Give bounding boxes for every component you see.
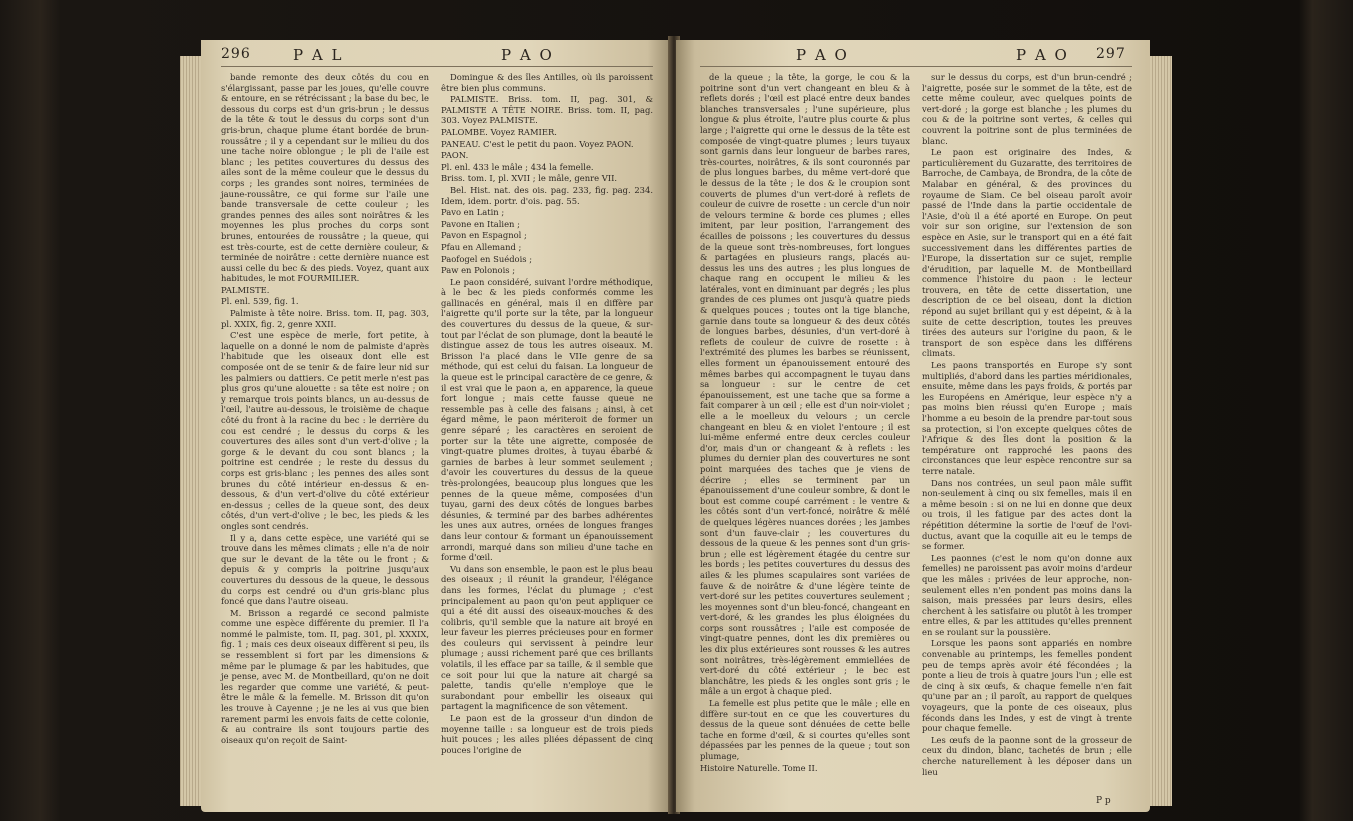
right-head-rule: [700, 66, 1132, 67]
paragraph: Pfau en Allemand ;: [441, 241, 522, 252]
paragraph: M. Brisson a regardé ce second palmiste comme une espèce différente du premier. Il l'a nommé le palmiste, tom. II, pag. 301, pl. XXXIX, fig. 1 ; mais ces deux oiseaux diffèrent si peu, ils se ressemblent si fort par les dimensions & même par le plumage & par les habitudes, que je pense, avec M. de Montbeillard, qu'on ne doit les regarder que comme une variété, & peut-être le mâle & la femelle. M. Brisson dit qu'on les trouve à Cayenne ; je ne les ai vus que bien rarement parmi les envois faits de cette colonie, & au contraire ils sont toujours partie des oiseaux qu'on reçoit de Saint-: [221, 607, 429, 745]
paragraph: Les paonnes (c'est le nom qu'on donne aux femelles) ne paroissent pas avoir moins d'ardeur que les mâles : privées de leur approche, non-seulement elles n'en pondent pas moins dans la saison, mais pressées par leurs desirs, elles cherchent à les satisfaire ou plutôt à les tromper entre elles, & par les attitudes qu'elles prennent en se roulant sur la poussière.: [922, 552, 1132, 637]
paragraph: Dans nos contrées, un seul paon mâle suffit non-seulement à cinq ou six femelles, mais il en a même besoin : si on ne lui en donne que deux ou trois, il les fatigue par des actes dont la répétition détermine la sortie de l'œuf de l'ovi-ductus, avant que la coquille ait eu le temps de se former.: [922, 477, 1132, 552]
paragraph: Pavone en Italien ;: [441, 218, 520, 229]
paragraph: Paw en Polonois ;: [441, 265, 516, 276]
right-running-head-1: P A O: [796, 46, 849, 64]
paragraph: Bel. Hist. nat. des ois. pag. 233, fig. pag. 234. Idem, idem. portr. d'ois. pag. 55.: [441, 184, 653, 206]
paragraph: sur le dessus du corps, est d'un brun-cendré ; l'aigrette, posée sur le sommet de la tête, est de cette même couleur, avec quelques points de vert-doré ; la gorge est blanche ; les plumes du cou & de la poitrine sont vertes, & celles qui couvrent la poitrine sont de plus terminées de blanc.: [922, 72, 1132, 146]
paragraph: Pavo en Latin ;: [441, 207, 505, 218]
signature-mark: P p: [1096, 796, 1111, 806]
paragraph: Le paon considéré, suivant l'ordre méthodique, à le bec & les pieds conformés comme les gallinacés en général, mais il en diffère par l'aigrette qu'il porte sur la tête, par la longueur des couvertures du dessus de la queue, & sur-tout par l'éclat de son plumage, dont la beauté le distingue assez de tous les autres oiseaux. M. Brisson l'a placé dans le VIIe genre de sa méthode, qui est celui du faisan. La longueur de la queue est le principal caractère de ce genre, & il est vrai que le paon a, en apparence, la queue fort longue ; mais cette fausse queue ne ressemble pas à celle des faisans ; ainsi, à cet égard même, le paon mériteroit de former un genre séparé ; les caractères en seroient de porter sur la tête une aigrette, composée de vingt-quatre plumes droites, à tuyau ébarbé & garnies de barbes à leur sommet seulement ; d'avoir les couvertures du dessus de la queue très-prolongées, beaucoup plus longues que les pennes de la queue même, composées d'un tuyau, garni des deux côtés de longues barbes désunies, & terminé par des barbes adhérentes les unes aux autres, ornées de longues franges dans leur contour & formant un épanouissement arrondi, marqué dans son milieu d'une tache en forme d'œil.: [441, 276, 653, 563]
paragraph: C'est une espèce de merle, fort petite, à laquelle on a donné le nom de palmiste d'après l'habitude que les oiseaux dont elle est composée ont de se tenir & de faire leur nid sur les palmiers ou dattiers. Ce petit merle n'est pas plus gros qu'une alouette : sa tête est noire ; on y remarque trois points blancs, un au-dessus de l'œil, l'autre au-dessous, le troisième de chaque côté du front à la racine du bec : le derrière du cou est cendré ; le dessus du corps & les couvertures des ailes sont d'un vert-d'olive ; la gorge & le devant du cou sont blancs ; la poitrine est cendrée ; le reste du dessus du corps est gris-blanc ; les pennes des ailes sont brunes du côté intérieur en-dessus & en-dessous, & d'un vert-d'olive du côté extérieur en-dessus ; celles de la queue sont, des deux côtés, d'un vert-d'olive ; le bec, les pieds & les ongles sont cendrés.: [221, 330, 429, 531]
paragraph: de la queue ; la tête, la gorge, le cou & la poitrine sont d'un vert changeant en bleu & à reflets dorés ; l'œil est placé entre deux bandes blanches transversales ; l'une supérieure, plus longue & plus étroite, l'autre plus courte & plus large ; l'aigrette qui orne le dessus de la tête est composée de vingt-quatre plumes ; leurs tuyaux sont garnis dans leur longueur de barbes rares, très-courtes, noirâtres, & ils sont couronnés par de plus longues barbes, du même vert-doré que le dessus de la tête ; le dos & le croupion sont couverts de plumes d'un vert-doré à reflets de couleur de cuivre de rosette : un cercle d'un noir de velours termine & borde ces plumes ; elles imitent, par leur position, l'arrangement des écailles de poissons ; les couvertures du dessus de la queue sont très-nombreuses, fort longues & partagées en plusieurs rangs, placés au-dessus les uns des autres ; les plus longues de chaque rang en occupent le milieu & les latérales, vont en diminuant par degrés ; les plus grandes de ces plumes ont jusqu'à quatre pieds & quelques pouces ; toutes ont la tige blanche, garnie dans toute sa longueur & des deux côtés de longues barbes, désunies, d'un vert-doré à reflets de couleur de cuivre de rosette : à l'extrémité des plumes les barbes se réunissent, elles forment un épanouissement entouré des mêmes barbes qui accompagnent le tuyau dans sa longueur : sur le centre de cet épanouissement, est une tache que sa forme a fait comparer à un œil ; elle est d'un noir-violet ; elle a le moelleux du velours ; un cercle changeant en bleu & en violet l'entoure ; il est lui-même enfermé entre deux cercles couleur d'or, mais d'un or changeant & à reflets : les plumes du dernier plan des couvertures ne sont point marquées des taches que je viens de décrire ; elles se terminent par un épanouissement d'une couleur sombre, & dont le bout est comme coupé carrément : le ventre & les côtés sont d'un vert-foncé, noirâtre & mêlé de quelques légères nuances dorées ; les jambes sont d'un fauve-clair ; les couvertures du dessous de la queue & les pennes sont d'un gris-brun ; elle est légèrement étagée du centre sur les bords ; les petites couvertures du dessus des ailes & les plumes scapulaires sont variées de fauve & de noirâtre & d'une légère teinte de vert-doré sur les petites couvertures seulement ; les moyennes sont d'un bleu-foncé, changeant en vert-doré, & les grandes les plus éloignées du corps sont roussâtres ; l'aile est composée de vingt-quatre pennes, dont les dix premières ou les dix plus extérieures sont rousses & les autres sont noirâtres, très-légèrement emmiellées de vert-doré du côté extérieur ; le bec est blanchâtre, les pieds & les ongles sont gris ; le mâle a un ergot à chaque pied.: [700, 72, 910, 697]
right-column-1: [700, 72, 910, 774]
paragraph: Pavon en Espagnol ;: [441, 230, 527, 241]
left-page-number: 296: [221, 46, 251, 62]
left-running-head-1: P A L: [293, 46, 344, 64]
left-running-head-2: P A O: [501, 46, 554, 64]
paragraph: Paofogel en Suédois ;: [441, 253, 533, 264]
paragraph: Histoire Naturelle. Tome II.: [700, 762, 818, 773]
paragraph: Briss. tom. I, pl. XVII ; le mâle, genre VII.: [441, 173, 618, 184]
right-running-head-2: P A O: [1016, 46, 1069, 64]
right-page-number: 297: [1096, 46, 1126, 62]
paragraph: Il y a, dans cette espèce, une variété qui se trouve dans les mêmes climats ; elle n'a de noir que sur le devant de la tête ou le front ; & depuis & y compris la poitrine jusqu'aux couvertures du dessous de la queue, le dessous du corps est cendré ou d'un gris-blanc plus foncé que dans l'autre oiseau.: [221, 532, 429, 607]
right-page: [676, 40, 1150, 812]
paragraph: Le paon est originaire des Indes, & particulièrement du Guzaratte, des territoires de Barroche, de Cambaya, de Brondra, de la côte de Malabar en général, & des provinces du royaume de Siam. Ce bel oiseau paroît avoir passé de l'Inde dans la partie occidentale de l'Asie, d'où il a été aporté en Europe. On peut voir sur son origine, sur l'extension de son espèce en Asie, sur le transport qui en a été fait successivement dans les différentes parties de l'Europe, la dissertation sur ce sujet, remplie d'érudition, par laquelle M. de Montbeillard commence l'histoire du paon : le lecteur trouvera, en tête de cette dissertation, une description de ce bel oiseau, dont la diction répond au sujet brillant qui y est dépeint, & à la suite de cette description, toutes les preuves tirées des auteurs sur l'origine du paon, & le transport de son espèce dans les différens climats.: [922, 147, 1132, 359]
left-column-2: [441, 72, 653, 756]
left-page-edges: [180, 56, 202, 806]
paragraph: PANEAU. C'est le petit du paon. Voyez PAON.: [441, 138, 634, 149]
right-column-2: [922, 72, 1132, 778]
paragraph: Domingue & des îles Antilles, où ils paroissent être bien plus communs.: [441, 72, 653, 93]
paragraph: PALMISTE. Briss. tom. II, pag. 301, & PALMISTE A TÊTE NOIRE. Briss. tom. II, pag. 303. Voyez PALMISTE.: [441, 94, 653, 126]
paragraph: PALMISTE.: [221, 284, 270, 295]
paragraph: bande remonte des deux côtés du cou en s'élargissant, passe par les joues, qu'elle couvre & entoure, en se rétrécissant ; la base du bec, le dessous du corps est d'un gris-brun ; le dessus de la tête & tout le dessus du corps sont d'un gris-brun, chaque plume étant bordée de brun-roussâtre ; il y a cependant sur le milieu du dos une tache noire oblongue ; le pli de l'aile est blanc ; les petites couvertures du dessus des ailes sont de la même couleur que le dessus du corps ; les grandes sont noires, terminées de jaune-roussâtre, ce qui forme sur l'aile une bande transversale de cette couleur ; les grandes pennes des ailes sont noirâtres & les moyennes les plus proches du corps sont brunes, entourées de roussâtre ; la queue, qui est très-courte, est de cette dernière couleur, & terminée de noirâtre : cette dernière nuance est aussi celle du bec & des pieds. Voyez, quant aux habitudes, le mot FOURMILIER.: [221, 72, 429, 284]
left-column-1: [221, 72, 429, 746]
left-head-rule: [221, 66, 653, 67]
paragraph: PAON.: [441, 150, 469, 161]
left-page: [201, 40, 671, 812]
paragraph: Le paon est de la grosseur d'un dindon de moyenne taille : sa longueur est de trois pieds huit pouces ; les ailes pliées dépassent de cinq pouces l'origine de: [441, 713, 653, 755]
paragraph: Pl. enl. 433 le mâle ; 434 la femelle.: [441, 161, 594, 172]
paragraph: Lorsque les paons sont appariés en nombre convenable au printemps, les femelles pondent peu de temps après avoir été fécondées ; la ponte a lieu de trois à quatre jours l'un ; elle est de cinq à six œufs, & chaque femelle n'en fait qu'une par an ; il paroît, au rapport de quelques voyageurs, que la ponte de ces oiseaux, plus féconds dans les Indes, y est de vingt à trente pour chaque femelle.: [922, 638, 1132, 734]
paragraph: La femelle est plus petite que le mâle ; elle en diffère sur-tout en ce que les couvertures du dessus de la queue sont dénuées de cette belle tache en forme d'œil, & si courtes qu'elles sont dépassées par les pennes de la queue ; tout son plumage,: [700, 698, 910, 761]
paragraph: Les paons transportés en Europe s'y sont multipliés, d'abord dans les parties méridionales, ensuite, même dans les pays froids, & portés par les Européens en Amérique, leur espèce n'y a pas moins bien réussi qu'en Europe ; mais l'homme a eu besoin de la prendre par-tout sous sa protection, si l'on excepte quelques côtes de l'Afrique & des Îles dont la position & la température ont rapproché les paons des circonstances que leur espèce rencontre sur sa terre natale.: [922, 360, 1132, 476]
right-page-edges: [1150, 56, 1172, 806]
paragraph: Palmiste à tête noire. Briss. tom. II, pag. 303, pl. XXIX, fig. 2, genre XXII.: [221, 308, 429, 329]
paragraph: Les œufs de la paonne sont de la grosseur de ceux du dindon, blanc, tachetés de brun ; elle cherche naturellement à les déposer dans un lieu: [922, 734, 1132, 777]
paragraph: Pl. enl. 539, fig. 1.: [221, 296, 299, 307]
paragraph: Vu dans son ensemble, le paon est le plus beau des oiseaux ; il réunit la grandeur, l'élégance dans les formes, l'éclat du plumage ; c'est principalement au paon qu'on peut appliquer ce qui a été dit aussi des oiseaux-mouches & des colibris, qu'il semble que la nature ait broyé en leur faveur les pierres précieuses pour en former des couleurs qui servissent à peindre leur plumage ; aussi richement paré que ces brillants volatils, il les efface par sa taille, & il semble que ce soit pour lui que la nature ait chargé sa palette, tandis qu'elle n'employe que le surabondant pour embellir les oiseaux qui partagent la magnificence de son vêtement.: [441, 563, 653, 712]
paragraph: PALOMBE. Voyez RAMIER.: [441, 126, 557, 137]
